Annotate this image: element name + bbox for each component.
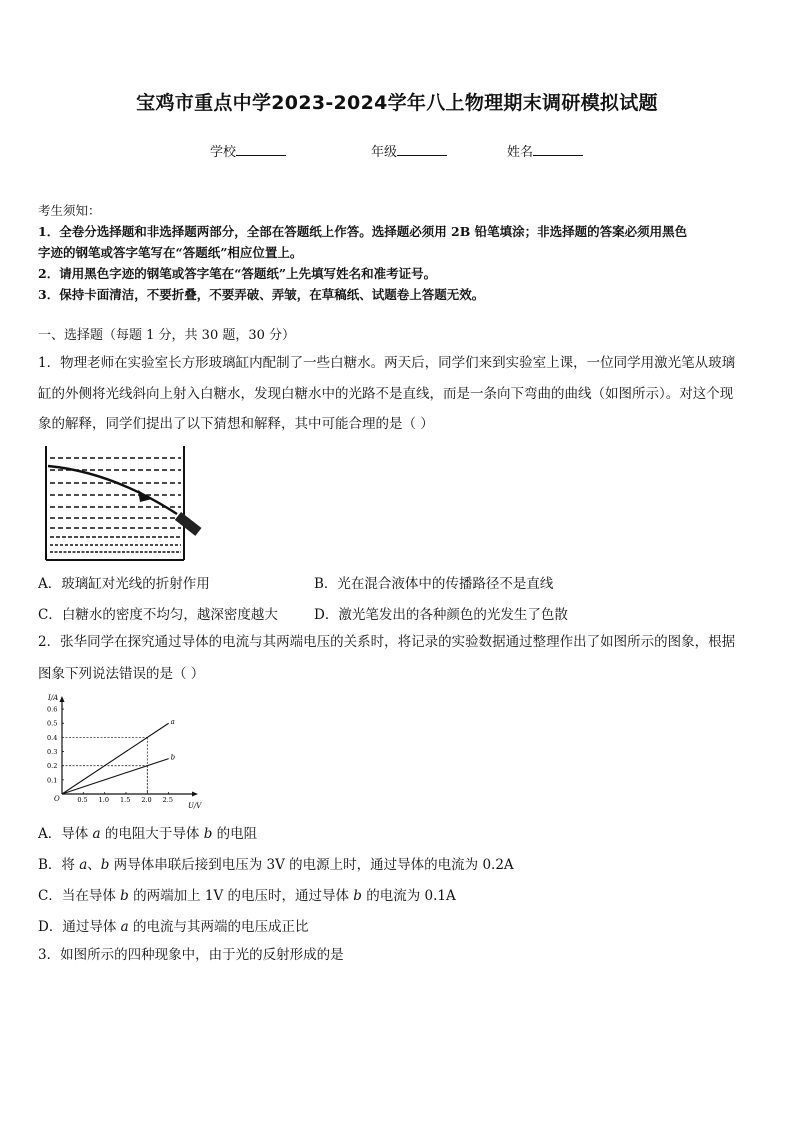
q2c-text-1: C．当在导体 [38,888,121,904]
q3-line: 3．如图所示的四种现象中，由于光的反射形成的是 [38,947,344,963]
q2b-text-1: B．将 [38,857,80,873]
x-tick-label: 0.5 [77,796,88,804]
y-tick-label: 0.1 [47,776,58,785]
q1-line-1: 1．物理老师在实验室长方形玻璃缸内配制了一些白糖水。两天后，同学们来到实验室上课，一位同学用激光笔从玻璃 [38,355,736,371]
x-axis-label: U/V [188,802,202,810]
origin-label: O [54,795,60,803]
page-title: 宝鸡市重点中学2023-2024学年八上物理期末调研模拟试题 [136,92,658,114]
light-arrow [138,490,152,502]
q2a-text-1: A．导体 [38,826,93,842]
notice-heading: 考生须知： [38,203,101,218]
iv-chart [36,694,202,810]
q2-option-b[interactable] [38,853,514,873]
x-tick-label: 2.5 [162,796,174,804]
q1-line-3: 象的解释，同学们提出了以下猜想和解释，其中可能合理的是（ ） [38,416,434,432]
q2c-text-2: 的两端加上 1V 的电压时，通过导体 [128,888,354,904]
y-tick-label: 0.4 [47,733,58,742]
q1-option-d[interactable]: D．激光笔发出的各种颜色的光发生了色散 [314,607,568,623]
grade-field[interactable] [371,141,447,160]
q2c-var-b: b [120,888,129,904]
notice-item-3: 3．保持卡面清洁，不要折叠，不要弄破、弄皱，在草稿纸、试题卷上答题无效。 [38,287,485,302]
y-tick-label: 0.3 [47,748,58,757]
q2c-var-b-2: b [353,888,362,904]
name-label: 姓名 [507,145,534,160]
q2-line-1: 2．张华同学在探究通过导体的电流与其两端电压的关系时，将记录的实验数据通过整理作出了如图所示的图象，根据 [38,634,736,650]
q1-option-b[interactable]: B．光在混合液体中的传播路径不是直线 [314,576,554,592]
laser-pen [175,512,202,536]
x-tick-label: 2.0 [141,796,152,804]
q2d-var-a: a [120,919,129,935]
q2-option-d[interactable] [38,915,308,935]
y-tick-label: 0.2 [47,762,58,771]
x-tick-label: 1.5 [120,796,131,804]
q2b-sep: 、 [87,857,101,873]
section-heading: 一、选择题（每题 1 分，共 30 题，30 分） [38,328,296,343]
y-tick-label: 0.6 [47,705,58,714]
series-line-a [62,723,169,794]
series-line-b [62,759,169,794]
q1-option-a[interactable]: A．玻璃缸对光线的折射作用 [38,576,210,592]
school-blank[interactable] [236,143,286,156]
q1-tank-figure [42,444,212,566]
notice-item-1: 1．全卷分选择题和非选择题两部分，全部在答题纸上作答。选择题必须用 2B 铅笔填涂；非选择题的答案必须用黑色 [38,224,688,239]
school-label: 学校 [210,145,237,160]
series-label-b: b [170,753,176,762]
series-label-a: a [170,718,175,727]
q2d-text-1: D．通过导体 [38,919,121,935]
name-field[interactable] [507,141,583,160]
q2b-var-a: a [79,857,88,873]
q2a-text-3: 的电阻 [212,826,258,842]
notice-item-2: 2．请用黑色字迹的钢笔或答字笔在“答题纸”上先填写姓名和准考证号。 [38,266,437,281]
y-axis-arrow [60,696,65,702]
school-field[interactable] [210,141,286,160]
q2d-text-2: 的电流与其两端的电压成正比 [128,919,309,935]
x-axis-arrow [192,792,198,797]
tank-walls [46,446,184,560]
x-tick-label: 1.0 [98,796,110,804]
q2a-text-2: 的电阻大于导体 [100,826,204,842]
q2a-var-b: b [203,826,213,842]
notice-item-1-cont: 字迹的钢笔或答字笔写在“答题纸”相应位置上。 [38,245,303,260]
q2b-var-b: b [100,857,110,873]
q2b-text-2: 两导体串联后接到电压为 3V 的电源上时，通过导体的电流为 0.2A [109,857,514,873]
q1-line-2: 缸的外侧将光线斜向上射入白糖水，发现白糖水中的光路不是直线，而是一条向下弯曲的曲线（如图所示）。对这个现 [38,386,734,402]
q1-option-c[interactable]: C．白糖水的密度不均匀，越深密度越大 [38,607,278,623]
grade-label: 年级 [371,145,398,160]
q2a-var-a: a [92,826,101,842]
q2-line-2: 图象下列说法错误的是（ ） [38,666,205,682]
name-blank[interactable] [533,143,583,156]
q2-option-a[interactable] [38,822,257,842]
y-axis-label: I/A [48,694,59,702]
q2c-text-3: 的电流为 0.1A [361,888,456,904]
q2-option-c[interactable] [38,884,456,904]
y-tick-label: 0.5 [47,719,58,728]
grade-blank[interactable] [397,143,447,156]
